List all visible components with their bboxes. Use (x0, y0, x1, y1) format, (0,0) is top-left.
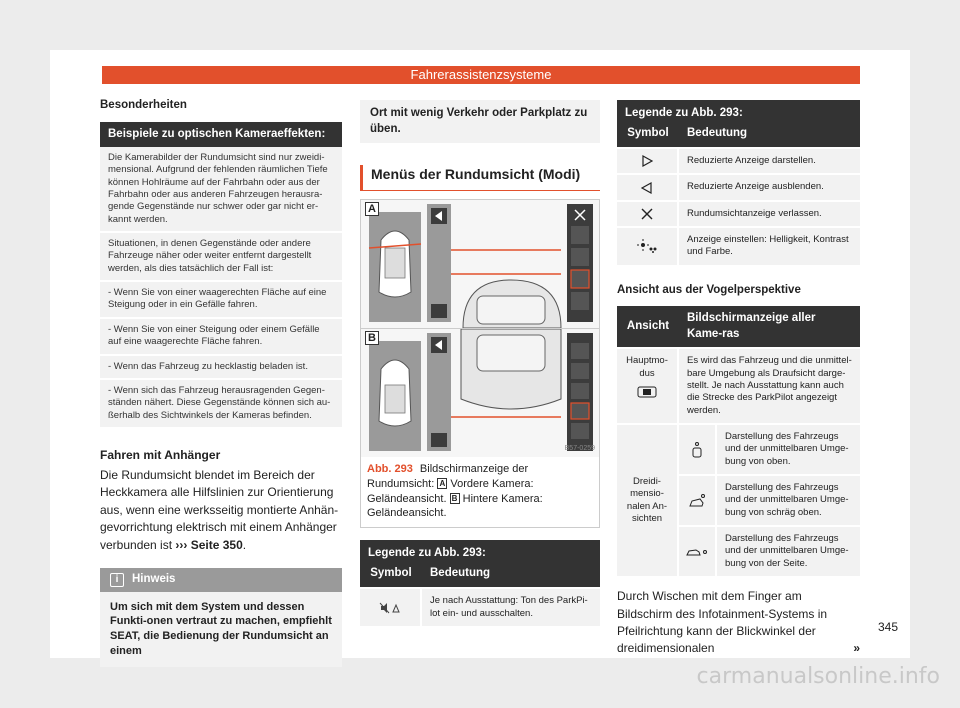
close-icon (641, 208, 653, 220)
key-letter-b: B (450, 493, 460, 504)
figure-letter-a: A (365, 202, 379, 216)
figure-panel-a (361, 200, 599, 328)
info-icon: i (110, 573, 124, 587)
legend-text: Reduzierte Anzeige darstellen. (687, 155, 816, 167)
ansicht-sub-text: Darstellung des Fahrzeugs und der unmittelbaren Umge-bung von der Seite. (725, 533, 849, 569)
legend-symbol-cell (617, 175, 679, 199)
legend-symbol-cell (360, 589, 422, 626)
trailer-heading: Fahren mit Anhänger (100, 447, 221, 462)
car-side-icon (686, 547, 708, 557)
legend-col-meaning: Bedeutung (687, 126, 748, 139)
hinweis-text: Um sich mit dem System und dessen Funkti-onen vertraut zu machen, empfiehlt SEAT, die Bedienung der Rundumsicht an einem (110, 600, 332, 658)
closing-text (617, 588, 860, 658)
legend-row (360, 587, 600, 626)
brightness-color-icon (637, 239, 657, 253)
ansicht-header (617, 306, 860, 347)
figure-293 (360, 199, 600, 528)
camera-effects-item: - Wenn das Fahrzeug zu hecklastig beladen ist. (100, 356, 342, 380)
trailer-text-body: Die Rundumsicht blendet im Bereich der Heckkamera alle Hilfslinien zur Orientierung aus, wenn eine werksseitig montierte Anhän-gevorrichtung elektrisch mit einem Anhänger verbunden ist (100, 468, 339, 552)
camera-effects-item: - Wenn Sie von einer Steigung oder einem Gefälle auf eine waagerechte Fläche fahren. (100, 319, 342, 356)
legend-header (360, 564, 600, 588)
ansicht-col-display: Bildschirmanzeige aller Kame-ras (687, 312, 816, 340)
figure-panel-b (361, 328, 599, 456)
sound-mute-icon (379, 602, 401, 614)
hinweis-continued: Ort mit wenig Verkehr oder Parkplatz zu üben. (360, 100, 600, 143)
camera-effects-item: Situationen, in denen Gegenstände oder andere Fahrzeuge näher oder weiter entfernt dargestellt werden, als dies tatsächlich der Fall ist: (100, 233, 342, 282)
rear-camera-illustration (361, 329, 599, 457)
camera-effects-title: Beispiele zu optischen Kameraeffekten: (100, 122, 342, 148)
camera-effects-item: Die Kamerabilder der Rundumsicht sind nur zweidi-mensional. Aufgrund der fehlenden räumlichen Tiefe können Hohlräume auf der Fahrbahn oder aus der Fahrbahn oder aus anderen Fahrzeugen herausra-gende Gegenstände nur schwer oder gar nicht er-kannt werden. (100, 147, 342, 233)
legend-col-meaning: Bedeutung (430, 566, 491, 579)
ansicht-table (617, 306, 860, 576)
legend-row (617, 226, 860, 265)
figure-caption-text: Bildschirmanzeige der Rundumsicht: (367, 462, 529, 490)
ansicht-row-3d (617, 423, 860, 576)
camera-effects-box (100, 122, 342, 427)
ansicht-sub-text: Darstellung des Fahrzeugs und der unmittelbaren Umge-bung von schräg oben. (725, 482, 849, 518)
legend-table-right (617, 100, 860, 265)
legend-text: Reduzierte Anzeige ausblenden. (687, 181, 824, 193)
ansicht-sub-text: Darstellung des Fahrzeugs und der unmittelbaren Umge-bung von oben. (725, 431, 849, 467)
ansicht-3d-subtable (679, 425, 860, 576)
figure-ref-code: B57-0259 (564, 445, 595, 453)
legend-title: Legende zu Abb. 293: (617, 100, 860, 124)
ansicht-main-cell (617, 349, 679, 423)
trailer-text: Die Rundumsicht blendet im Bereich der Heckkamera alle Hilfslinien zur Orientierung aus, wenn eine werksseitig montierte Anhän-gevorrichtung elektrisch mit einem Anhänger verbunden ist ››› Seite 350. (100, 468, 339, 552)
ansicht-sub-row (679, 525, 860, 576)
ansicht-main-label: Hauptmo-dus (626, 355, 668, 379)
ansicht-3d-label: Dreidi-mensio-nalen An-sichten (617, 425, 679, 576)
closing-text-body: Durch Wischen mit dem Finger am Bildschirm des Infotainment-Systems in Pfeilrichtung kann der Blickwinkel der dreidimensionalen (617, 589, 828, 656)
figure-letter-b: B (365, 331, 379, 345)
hinweis-title-bar (100, 568, 342, 592)
front-camera-illustration (361, 200, 599, 328)
menu-heading: Menüs der Rundumsicht (Modi) (360, 165, 600, 191)
legend-row (617, 147, 860, 173)
ansicht-main-text: Es wird das Fahrzeug und die unmittel-bare Umgebung als Draufsicht darge-stellt. Je nach Ausstattung kann auch die Strecke des ParkPilot angezeigt werden. (687, 355, 852, 416)
camera-effects-item: - Wenn Sie von einer waagerechten Fläche auf eine Steigung oder in ein Gefälle fahren. (100, 282, 342, 319)
legend-row (617, 200, 860, 226)
car-oblique-icon (688, 494, 706, 508)
legend-col-symbol: Symbol (627, 126, 669, 139)
legend-text: Rundumsichtanzeige verlassen. (687, 207, 822, 219)
figure-number: Abb. 293 (367, 462, 413, 475)
page-number: 345 (878, 620, 899, 634)
legend-symbol-cell (617, 149, 679, 173)
play-right-icon (641, 155, 653, 167)
legend-row (617, 173, 860, 199)
ansicht-sub-icon-cell (679, 476, 717, 525)
figure-caption-a: Vordere Kamera: Geländeansicht. (367, 477, 534, 505)
legend-header (617, 124, 860, 148)
figure-caption (361, 456, 599, 527)
ansicht-col-view: Ansicht (626, 320, 670, 333)
page-reference-link[interactable]: ››› Seite 350 (175, 537, 243, 552)
camera-effects-item: - Wenn sich das Fahrzeug herausragenden Gegen-ständen nähert. Diese Gegenstände können sich au-ßerhalb des Sichtwinkels der Kameras befinden. (108, 384, 331, 421)
hinweis-box (100, 568, 342, 667)
besonderheiten-heading: Besonderheiten (100, 99, 187, 111)
continue-mark: » (853, 641, 860, 656)
legend-table-middle (360, 540, 600, 626)
watermark: carmanualsonline.info (696, 664, 940, 689)
ansicht-sub-icon-cell (679, 527, 717, 576)
ansicht-row-main (617, 347, 860, 423)
figure-caption-b: Hintere Kamera: Geländeansicht. (367, 492, 543, 520)
hinweis-title: Hinweis (132, 573, 176, 586)
ansicht-sub-row (679, 425, 860, 474)
car-top-icon (691, 442, 703, 458)
legend-symbol-cell (617, 202, 679, 226)
main-mode-icon (637, 386, 657, 398)
ansicht-heading: Ansicht aus der Vogelperspektive (617, 283, 801, 296)
play-left-icon (641, 182, 653, 194)
page-header: Fahrerassistenzsysteme (102, 66, 860, 84)
ansicht-sub-icon-cell (679, 425, 717, 474)
column-left (100, 98, 342, 667)
key-letter-a: A (437, 478, 447, 489)
legend-text: Je nach Ausstattung: Ton des ParkPi-lot ein- und ausschalten. (430, 595, 588, 619)
legend-title: Legende zu Abb. 293: (360, 540, 600, 564)
legend-col-symbol: Symbol (370, 566, 412, 579)
column-right (617, 100, 860, 658)
ansicht-sub-row (679, 474, 860, 525)
legend-text: Anzeige einstellen: Helligkeit, Kontrast und Farbe. (687, 234, 849, 258)
legend-symbol-cell (617, 228, 679, 265)
column-middle (360, 100, 600, 626)
